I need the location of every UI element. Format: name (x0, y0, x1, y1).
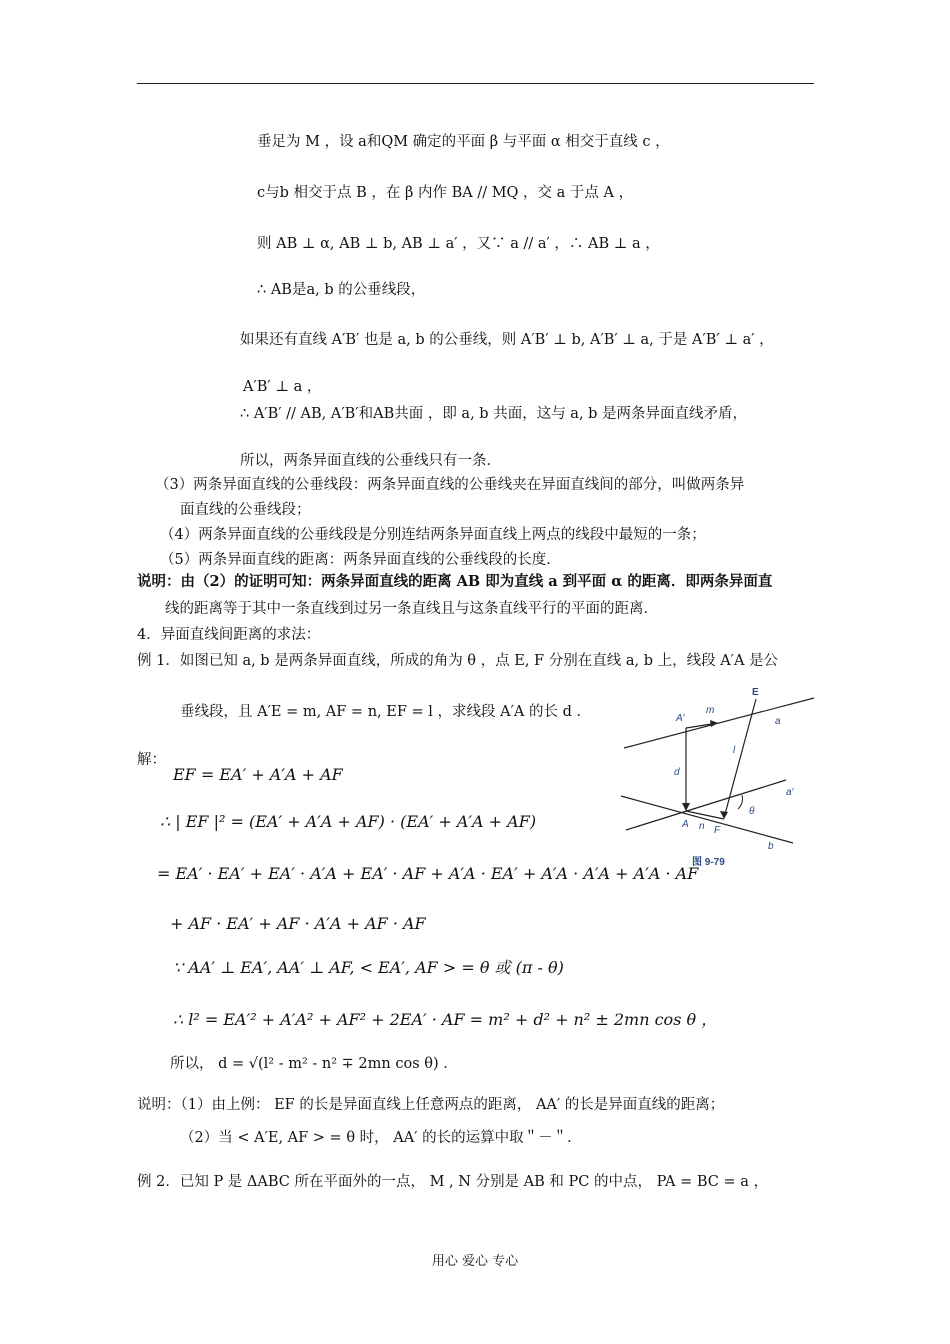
text-line: 垂足为 M ，设 a和QM 确定的平面 β 与平面 α 相交于直线 c ， (257, 134, 670, 150)
fig-label: A (682, 819, 689, 830)
line-b (621, 796, 793, 843)
formula-line: + AF · EA′ + AF · A′A + AF · AF (170, 914, 426, 933)
text-line: （2）当 < A′E, AF > = θ 时， AA′ 的长的运算中取＂－＂． (180, 1130, 582, 1146)
fig-label: a (775, 716, 781, 727)
text-line: 则 AB ⊥ α, AB ⊥ b, AB ⊥ a′ ，又∵ a // a′ ，∴ AB ⊥ a ， (257, 236, 660, 252)
text-line: ∴ A′B′ // AB, A′B′和AB共面 ，即 a, b 共面，这与 a, b 是两条异面直线矛盾， (240, 406, 748, 422)
text-line: 垂线段，且 A′E = m, AF = n, EF = l ，求线段 A′A 的长 d ． (180, 704, 591, 720)
text-line: 面直线的公垂线段； (180, 502, 311, 518)
text-line: 解： (137, 752, 166, 768)
formula-line: ∴ | EF |² = (EA′ + A′A + AF) · (EA′ + A′A + AF) (160, 812, 537, 831)
text-line: 线的距离等于其中一条直线到过另一条直线且与这条直线平行的平面的距离． (165, 601, 658, 617)
formula-line: = EA′ · EA′ + EA′ · A′A + EA′ · AF + A′A · EA′ + A′A · A′A + A′A · AF (157, 864, 699, 883)
text-line: （5）两条异面直线的距离：两条异面直线的公垂线段的长度． (160, 552, 561, 568)
text-line: 例 2．已知 P 是 ΔABC 所在平面外的一点， M , N 分别是 AB 和 PC 的中点， PA = BC = a ， (137, 1174, 768, 1190)
text-line: 4．异面直线间距离的求法： (137, 627, 321, 643)
fig-label: d (674, 767, 680, 778)
formula-line: ∵ AA′ ⊥ EA′, AA′ ⊥ AF, < EA′, AF > = θ 或 (π - θ) (173, 958, 564, 977)
fig-label: m (706, 705, 715, 716)
text-line: A′B′ ⊥ a ， (243, 379, 322, 395)
fig-caption: 图 9-79 (692, 857, 725, 868)
angle-arc (738, 795, 743, 809)
fig-label: E (752, 687, 759, 698)
fig-label: a′ (786, 787, 794, 798)
fig-label: n (699, 821, 705, 832)
text-line: （3）两条异面直线的公垂线段：两条异面直线的公垂线夹在异面直线间的部分，叫做两条异 (155, 477, 745, 493)
page-footer: 用心 爱心 专心 (431, 1254, 519, 1269)
fig-label: l (733, 745, 736, 756)
header-rule (137, 83, 814, 84)
text-line: ∴ AB是a, b 的公垂线段， (257, 282, 426, 298)
text-line: 所以， d = √(l² - m² - n² ∓ 2mn cos θ) ． (170, 1056, 458, 1072)
fig-label: b (768, 841, 774, 852)
text-line: c与b 相交于点 B ，在 β 内作 BA // MQ ，交 a 于点 A ， (257, 185, 634, 201)
arrow-m (710, 720, 718, 727)
formula-line: EF = EA′ + A′A + AF (173, 765, 343, 784)
text-line: （4）两条异面直线的公垂线段是分别连结两条异面直线上两点的线段中最短的一条； (160, 527, 706, 543)
text-line: 说明：（1）由上例： EF 的长是异面直线上任意两点的距离， AA′ 的长是异面直线的距离； (137, 1097, 725, 1113)
geometry-figure (618, 683, 818, 873)
fig-label: F (714, 825, 721, 836)
fig-label: θ (749, 806, 755, 817)
line-a (624, 698, 814, 748)
text-line: 如果还有直线 A′B′ 也是 a, b 的公垂线，则 A′B′ ⊥ b, A′B′ ⊥ a, 于是 A′B′ ⊥ a′ ， (240, 332, 774, 348)
text-line: 例 1．如图已知 a, b 是两条异面直线，所成的角为 θ ，点 E, F 分别在直线 a, b 上，线段 A′A 是公 (137, 653, 779, 669)
text-line: 所以，两条异面直线的公垂线只有一条． (240, 453, 501, 469)
formula-line: ∴ l² = EA′² + A′A² + AF² + 2EA′ · AF = m² + d² + n² ± 2mn cos θ ， (173, 1010, 718, 1029)
fig-label: A′ (676, 713, 685, 724)
text-line: 说明：由（2）的证明可知：两条异面直线的距离 AB 即为直线 a 到平面 α 的距离．即两条异面直 (137, 573, 773, 590)
line-a-prime (626, 780, 786, 830)
segment-l (724, 699, 756, 818)
